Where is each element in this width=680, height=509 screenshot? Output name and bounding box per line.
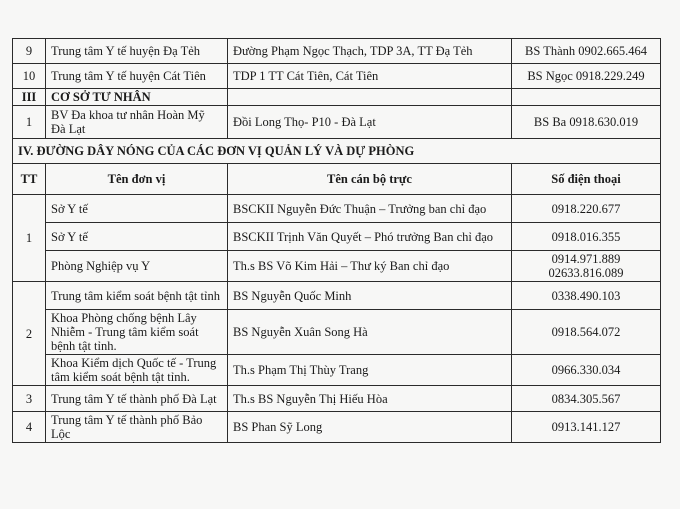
phone-numbers (512, 251, 661, 282)
officer-name: BS Nguyễn Xuân Song Hà (228, 310, 512, 355)
section-title: CƠ SỞ TƯ NHÂN (46, 89, 228, 106)
officer-name: BS Nguyễn Quốc Minh (228, 282, 512, 310)
phone-number: 0918.016.355 (512, 223, 661, 251)
row-number: 9 (13, 39, 46, 64)
officer-name: BSCKII Nguyễn Đức Thuận – Trưởng ban chỉ đạo (228, 195, 512, 223)
unit-name: Trung tâm Y tế thành phố Bảo Lộc (46, 412, 228, 443)
table-row (13, 106, 661, 139)
unit-name: BV Đa khoa tư nhân Hoàn Mỹ Đà Lạt (46, 106, 228, 139)
section-number: III (13, 89, 46, 106)
section-heading: IV. ĐƯỜNG DÂY NÓNG CỦA CÁC ĐƠN VỊ QUẢN LÝ VÀ DỰ PHÒNG (13, 139, 661, 164)
phone-number: 0966.330.034 (512, 355, 661, 386)
unit-name: Trung tâm kiểm soát bệnh tật tỉnh (46, 282, 228, 310)
hotline-table (12, 38, 661, 443)
section-heading-row (13, 139, 661, 164)
section-row (13, 89, 661, 106)
table-row (13, 195, 661, 223)
table-row (13, 282, 661, 310)
empty-cell (512, 89, 661, 106)
unit-name: Trung tâm Y tế huyện Cát Tiên (46, 64, 228, 89)
table-row (13, 412, 661, 443)
phone-number-landline: 02633.816.089 (548, 266, 624, 280)
phone-number: 0834.305.567 (512, 386, 661, 412)
table-row (13, 64, 661, 89)
unit-name: Khoa Kiểm dịch Quốc tế - Trung tâm kiểm soát bệnh tật tỉnh. (46, 355, 228, 386)
phone-number: 0918.220.677 (512, 195, 661, 223)
officer-name: Th.s BS Võ Kim Hải – Thư ký Ban chỉ đạo (228, 251, 512, 282)
officer-name: Th.s Phạm Thị Thùy Trang (228, 355, 512, 386)
header-unit: Tên đơn vị (46, 164, 228, 195)
table-row (13, 39, 661, 64)
officer-name: BS Phan Sỹ Long (228, 412, 512, 443)
unit-name: Khoa Phòng chống bệnh Lây Nhiễm - Trung tâm kiểm soát bệnh tật tỉnh. (46, 310, 228, 355)
column-headers (13, 164, 661, 195)
row-number: 2 (13, 282, 46, 386)
row-number: 3 (13, 386, 46, 412)
row-number: 10 (13, 64, 46, 89)
address: TDP 1 TT Cát Tiên, Cát Tiên (228, 64, 512, 89)
table-row (13, 310, 661, 355)
phone-number: 0918.564.072 (512, 310, 661, 355)
table-row (13, 355, 661, 386)
table-row (13, 251, 661, 282)
contact: BS Thành 0902.665.464 (512, 39, 661, 64)
officer-name: BSCKII Trịnh Văn Quyết – Phó trưởng Ban chỉ đạo (228, 223, 512, 251)
row-number: 1 (13, 106, 46, 139)
table-row (13, 223, 661, 251)
unit-name: Phòng Nghiệp vụ Y (46, 251, 228, 282)
unit-name: Sở Y tế (46, 223, 228, 251)
contact: BS Ba 0918.630.019 (512, 106, 661, 139)
contact: BS Ngọc 0918.229.249 (512, 64, 661, 89)
address: Đường Phạm Ngọc Thạch, TDP 3A, TT Đạ Tẻh (228, 39, 512, 64)
row-number: 1 (13, 195, 46, 282)
officer-name: Th.s BS Nguyễn Thị Hiếu Hòa (228, 386, 512, 412)
unit-name: Trung tâm Y tế thành phố Đà Lạt (46, 386, 228, 412)
table-row (13, 386, 661, 412)
phone-number: 0338.490.103 (512, 282, 661, 310)
address: Đồi Long Thọ- P10 - Đà Lạt (228, 106, 512, 139)
unit-name: Sở Y tế (46, 195, 228, 223)
header-tt: TT (13, 164, 46, 195)
phone-number: 0913.141.127 (512, 412, 661, 443)
unit-name: Trung tâm Y tế huyện Đạ Tẻh (46, 39, 228, 64)
empty-cell (228, 89, 512, 106)
phone-number: 0914.971.889 (551, 252, 621, 266)
header-officer: Tên cán bộ trực (228, 164, 512, 195)
row-number: 4 (13, 412, 46, 443)
header-phone: Số điện thoại (512, 164, 661, 195)
